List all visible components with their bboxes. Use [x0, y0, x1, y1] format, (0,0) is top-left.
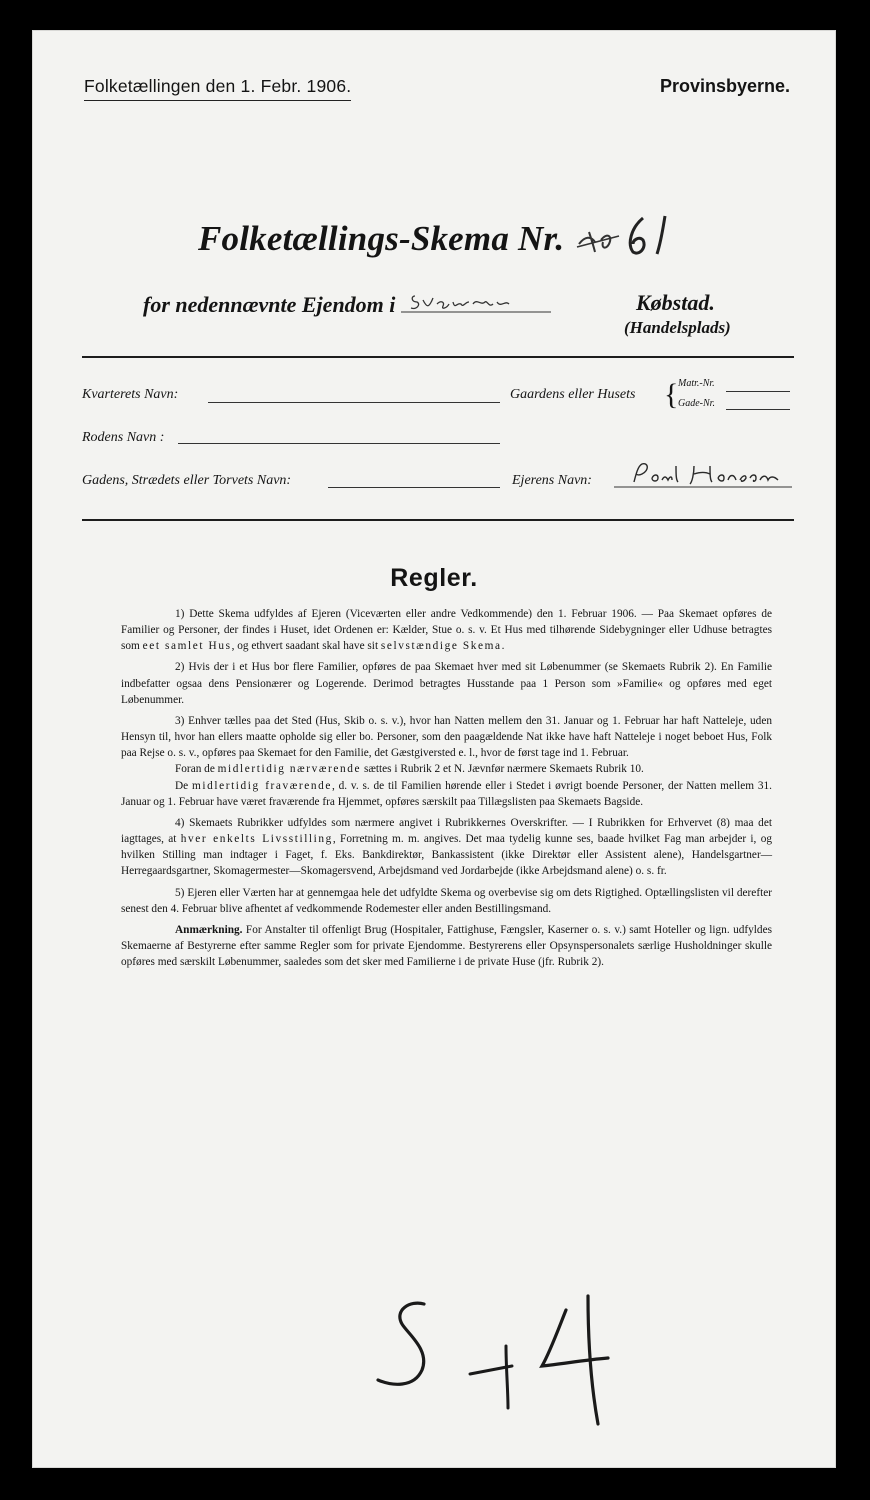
brace-symbol: { — [664, 378, 679, 411]
divider-top — [82, 356, 794, 358]
gade-nr-line — [726, 409, 790, 410]
rule-3b — [121, 761, 772, 777]
handwritten-page-number-text — [622, 1290, 623, 1291]
anmaerkning-label: Anmærkning. — [175, 923, 243, 936]
handwritten-schema-number — [573, 214, 693, 254]
form-title — [198, 214, 693, 259]
rule-3c-spaced: midlertidig fraværende — [191, 779, 332, 792]
kvarter-label: Kvarterets Navn: — [82, 387, 179, 402]
divider-bottom — [82, 519, 794, 521]
handwritten-number-text — [693, 214, 694, 215]
rule-1-spaced-2: selvstændige Skema — [380, 640, 502, 653]
rule-3c — [121, 778, 772, 810]
rule-1-text-a: 1) Dette Skema udfyldes af Ejeren (Viceværten eller andre Vedkommende) den 1. Februar 1906. — Paa Skemaet opføres de Familier og Personer, der findes i Huset, idet Ordenen er: Kælder, Stue o. s. v. Et Hus med tilhørende Sidebygninger eller Udhuse betragtes som — [121, 608, 772, 653]
gaden-label: Gadens, Strædets eller Torvets Navn: — [82, 473, 292, 488]
rule-3c-text-b: , d. v. s. de til Familien hørende eller i Stedet i øvrigt boende Personer, der Natten mellem 31. Januar og 1. Februar have været fraværende fra Hjemmet, opføres særskilt paa Tillægslisten paa Skemaets Bagside. — [121, 779, 772, 808]
rule-3c-text-a: De — [175, 779, 192, 792]
gaard-label: Gaardens eller Husets — [510, 387, 636, 402]
roden-label: Rodens Navn : — [82, 430, 165, 445]
rule-1-text-b: , og ethvert saadant skal have sit — [231, 640, 381, 653]
rule-1-spaced-1: eet samlet Hus — [142, 640, 232, 653]
gade-nr-label: Gade-Nr. — [678, 398, 715, 409]
ejer-label: Ejerens Navn: — [512, 473, 592, 488]
rule-3b-spaced: midlertidig nærværende — [217, 763, 362, 776]
rule-1-text-c: . — [501, 640, 505, 653]
handwritten-city-text — [561, 290, 562, 291]
census-form-page — [32, 30, 836, 1468]
rule-4-text-b: , Forretning m. m. angives. Det maa tydelig kunne ses, baade hvilket Fag man arbejder i, og hvilken Stilling man indtager i Faget, f. Eks. Bankdirektør, Bankassistent (ikke Direktør eller Assistent alene), Handelsgartner—Herregaardsgartner, Skomagermester—Skomagersvend, Arbejdsmand ved Jordarbejde (ikke Arbejdsmand alene) o. s. fr. — [121, 833, 772, 878]
handwritten-page-number — [362, 1290, 622, 1430]
rule-4-text-a: 4) Skemaets Rubrikker udfyldes som nærmere angivet i Rubrikkernes Overskrifter. — I Rubrikken for Erhvervet (8) maa det iagttages, at — [121, 816, 772, 846]
ejer-value-text — [794, 460, 795, 461]
rule-3: 3) Enhver tælles paa det Sted (Hus, Skib o. s. v.), hvor han Natten mellem den 31. Januar og 1. Februar har haft Natteleje, uden Hensyn til, hvor han ellers maatte opholde sig eller bo. Personer, som den paagældende Nat ikke have haft Natteleje i noget beboet Hus, Folk paa Rejse o. s. v., opføres paa Skemaet for den Familie, det Gæstgiversted e. l., hvor de først tage ind 1. Februar. — [121, 714, 772, 760]
matr-line — [726, 391, 790, 392]
header-census-date: Folketællingen den 1. Febr. 1906. — [84, 76, 351, 101]
subtitle-prefix: for nedennævnte Ejendom i — [143, 292, 396, 317]
regler-body — [121, 606, 772, 970]
handwritten-city — [401, 290, 561, 318]
ejer-value-field — [614, 460, 794, 490]
handelsplads-label: (Handelsplads) — [624, 318, 731, 337]
form-title-text: Folketællings-Skema Nr. — [198, 219, 565, 258]
rule-4 — [121, 815, 772, 880]
regler-heading: Regler. — [390, 564, 478, 592]
rule-2: 2) Hvis der i et Hus bor flere Familier, opføres de paa Skemaet hver med sit Løbenummer (se Skemaets Rubrik 2). En Familie indbefatter ogsaa dens Pensionærer og Logerende. Derimod betragtes Husstande paa 1 Person som »Familie« og opføres med eget Løbenummer. — [121, 661, 772, 706]
rule-5: 5) Ejeren eller Værten har at gennemgaa hele det udfyldte Skema og overbevise sig om dets Rigtighed. Optællingslisten vil derefter senest den 4. Februar blive afhentet af vedkommende Rodemester eller anden Bestillingsmand. — [121, 886, 772, 915]
matr-label: Matr.-Nr. — [678, 378, 715, 389]
kvarter-line — [208, 402, 500, 403]
kobstad-label: Købstad. — [636, 290, 715, 315]
header-region: Provinsbyerne. — [659, 76, 790, 96]
anmaerkning — [121, 922, 772, 970]
rule-1 — [121, 606, 772, 654]
gaden-line — [328, 487, 500, 488]
form-subtitle — [143, 290, 561, 318]
rule-3b-text-b: sættes i Rubrik 2 et N. Jævnfør nærmere Skemaets Rubrik 10. — [361, 763, 644, 776]
rule-4-spaced: hver enkelts Livsstilling — [180, 833, 333, 846]
anmaerkning-text: For Anstalter til offenligt Brug (Hospitaler, Fattighuse, Fængsler, Kaserner o. s. v.) samt Hoteller og lign. udfyldes Skemaerne af Bestyrerne efter samme Regler som for private Ejendomme. Bestyrerens eller Opsynspersonalets særlige Husholdninger skulle opføres med særskilt Løbenummer, saaledes som det sker med Familierne i de private Huse (jfr. Rubrik 2). — [121, 923, 772, 969]
roden-line — [178, 443, 500, 444]
rule-3b-text-a: Foran de — [175, 763, 218, 776]
